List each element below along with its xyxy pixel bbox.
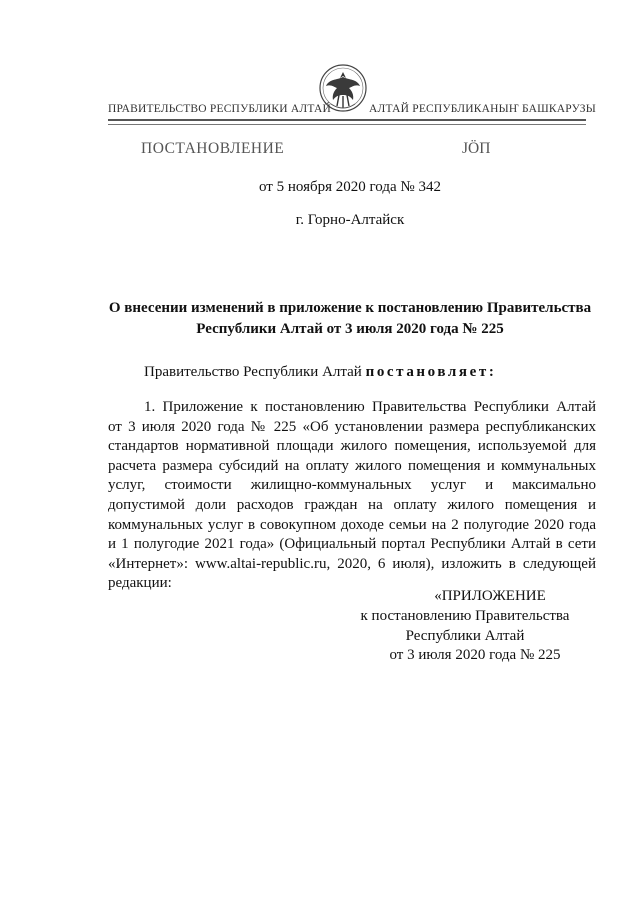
header-rule-thin [108,124,586,125]
appendix-title: «ПРИЛОЖЕНИЕ [434,588,546,604]
doc-type-russian: ПОСТАНОВЛЕНИЕ [141,140,285,157]
document-city: г. Горно-Алтайск [295,212,405,228]
preamble [144,364,496,381]
title-line-2: Республики Алтай от 3 июля 2020 года № 225 [196,321,504,337]
paragraph-line: 1. Приложение к постановлению Правительства Республики Алтай [144,399,596,415]
preamble-text: Правительство Республики Алтай [144,364,366,380]
document-title [100,298,600,340]
paragraph-1 [108,398,596,594]
appendix-line-3: Республики Алтай [405,627,525,644]
document-date-number: от 5 ноября 2020 года № 342 [259,179,441,195]
header-rule-thick [108,119,586,121]
title-line-1: О внесении изменений в приложение к постановлению Правительства [108,300,592,316]
appendix-line-4: от 3 июля 2020 года № 225 [389,647,561,664]
paragraph-line: услуг, стоимости жилищно-коммунальных услуг и максимально [108,477,596,494]
appendix-line-2: к постановлению Правительства [360,607,570,624]
paragraph-line: допустимой доли расходов граждан на оплату жилого помещения и [108,496,596,513]
paragraph-line: и 1 полугодие 2021 года» (Официальный портал Республики Алтай в сети [108,536,596,553]
paragraph-line: расчета размера субсидий на оплату жилого помещения и коммунальных [108,457,596,474]
preamble-emphasis: постановляет: [365,364,497,380]
paragraph-line: редакции: [108,575,172,592]
org-name-altai: АЛТАЙ РЕСПУБЛИКАНЫҤ БАШКАРУЗЫ [369,103,596,115]
paragraph-line: стандартов нормативной площади жилого помещения, используемой для [108,438,596,455]
org-name-russian: ПРАВИТЕЛЬСТВО РЕСПУБЛИКИ АЛТАЙ [108,103,332,115]
paragraph-line: «Интернет»: www.altai-republic.ru, 2020, 6 июля), изложить в следующей [108,555,596,572]
appendix-header [340,587,590,666]
doc-type-altai: JÖП [462,140,491,157]
paragraph-line: коммунальных услуг в совокупном доходе семьи на 2 полугодие 2020 года [108,516,596,533]
paragraph-line: от 3 июля 2020 года № 225 «Об установлении размера республиканских [108,418,596,435]
